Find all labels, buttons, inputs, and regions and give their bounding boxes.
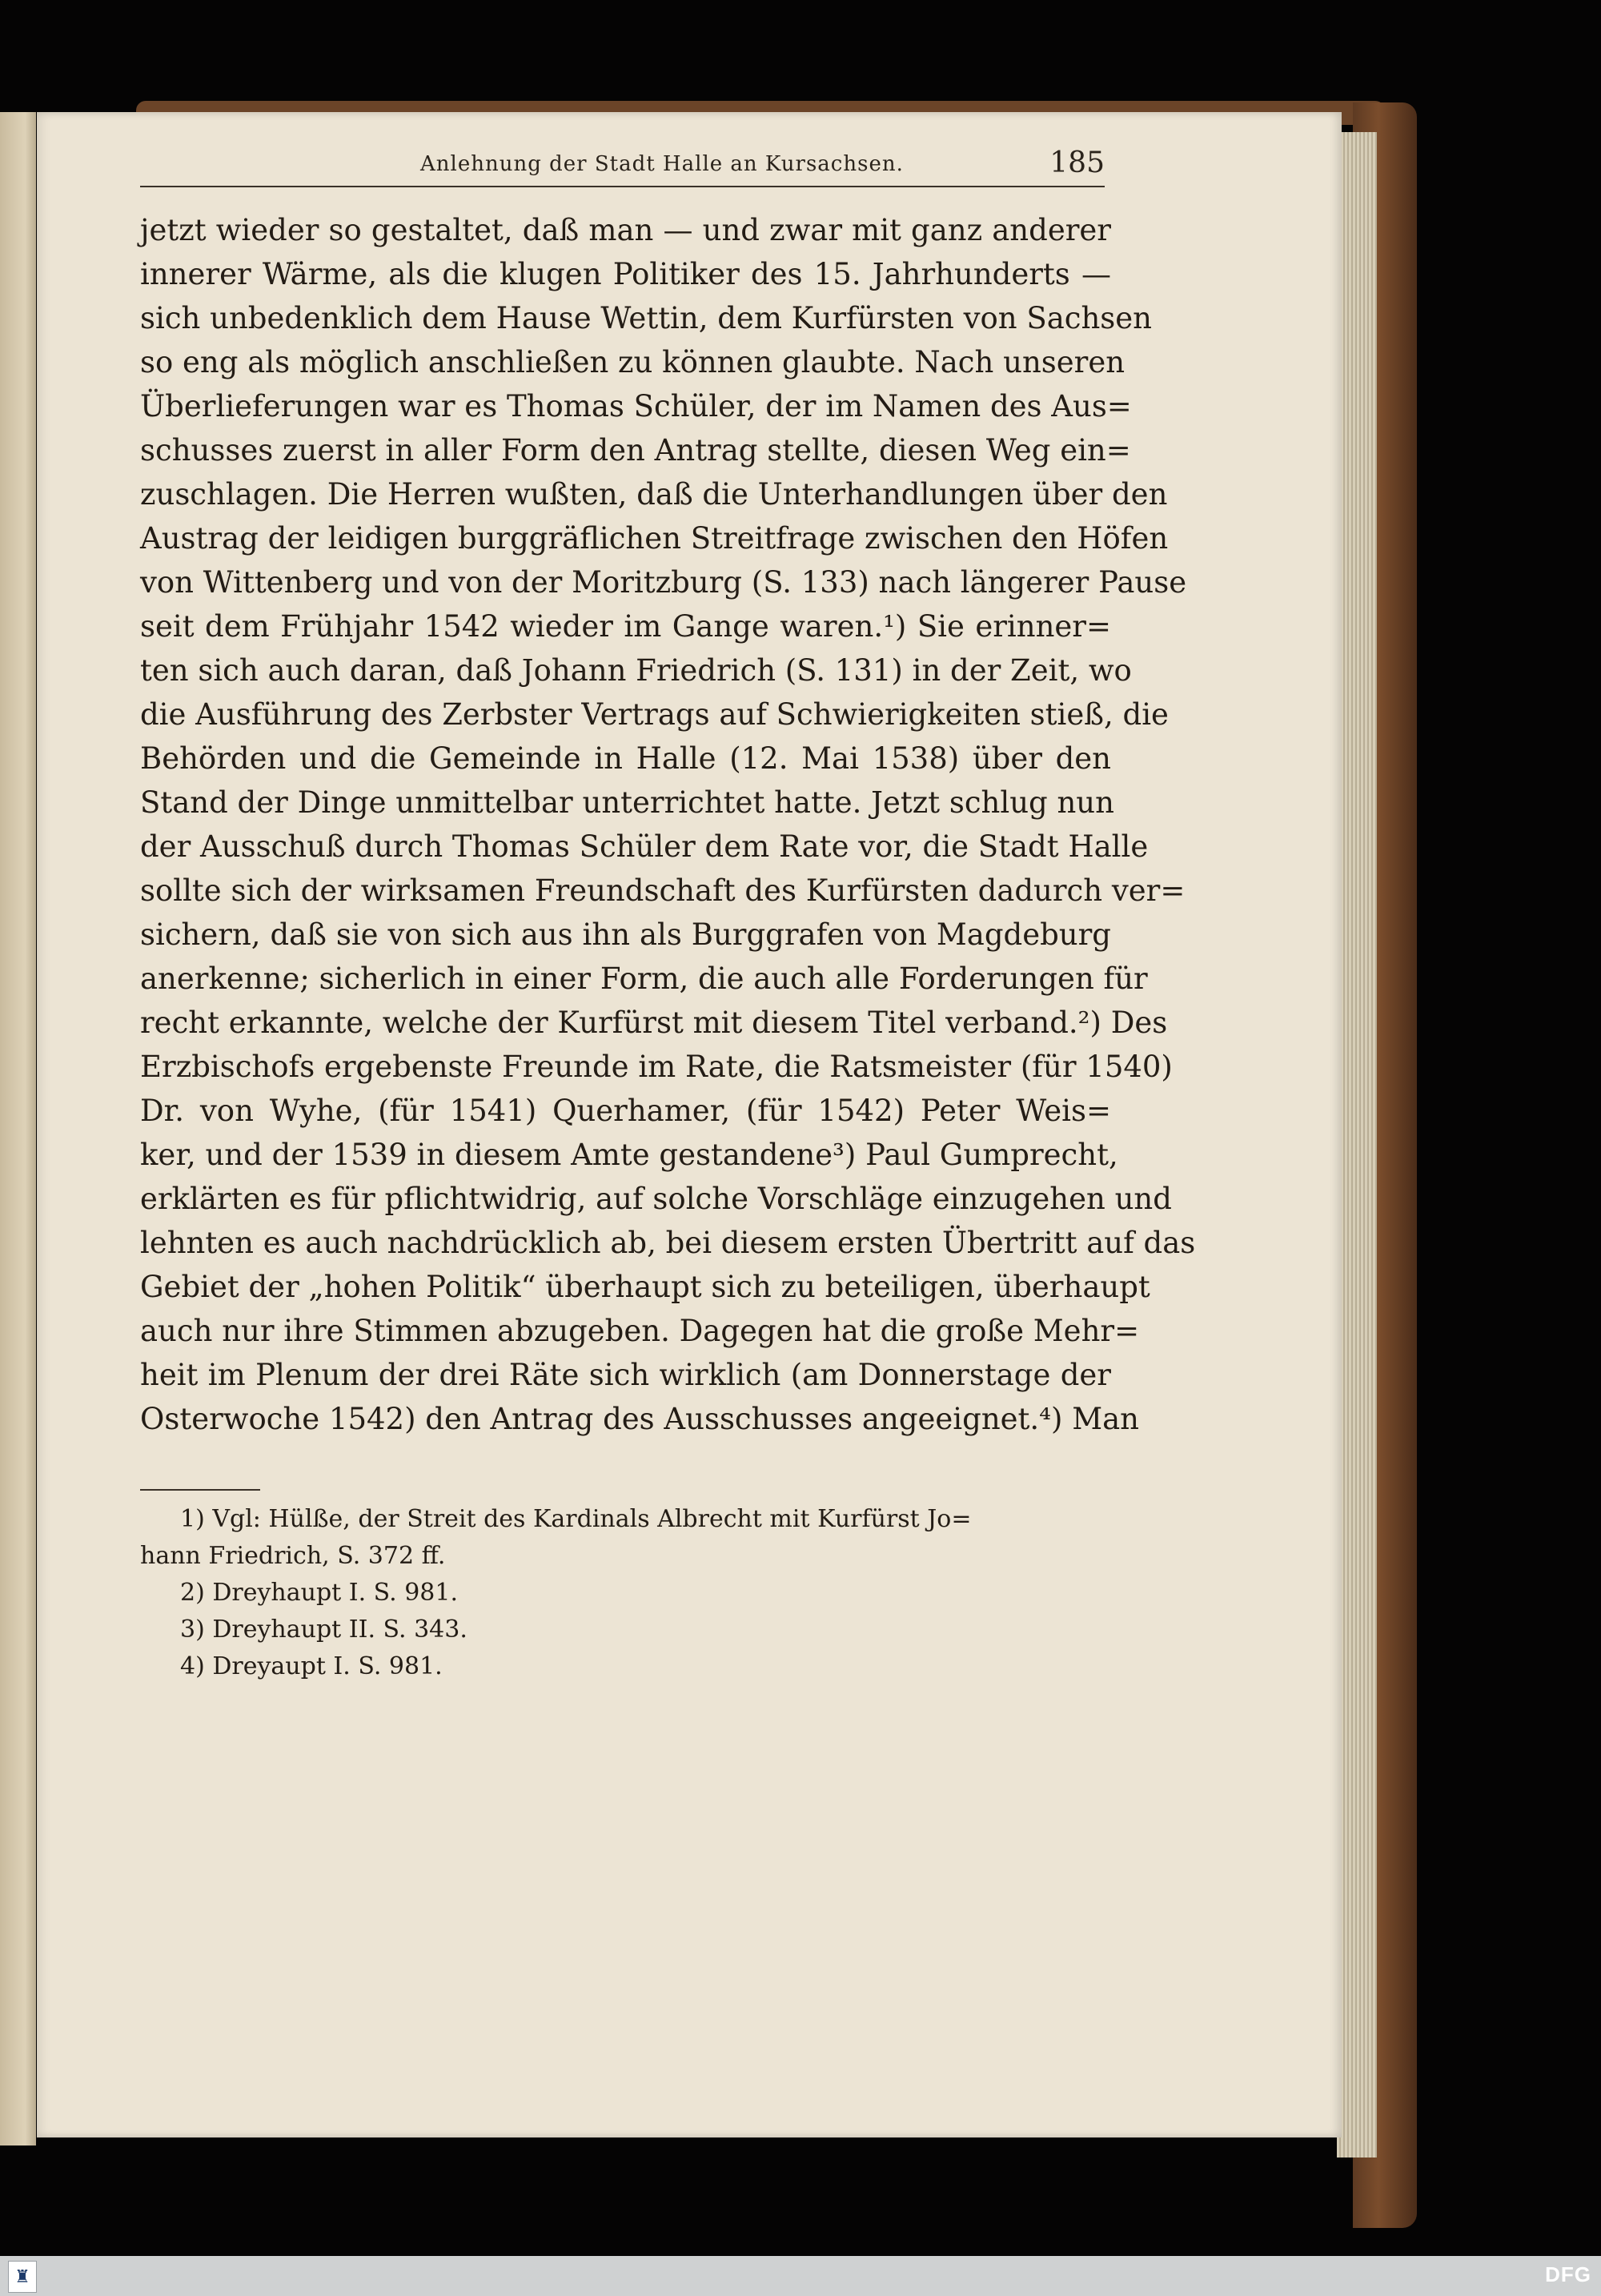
- footnote-1: 1) Vgl: Hülße, der Streit des Kardinals Albrecht mit Kurfürst Jo=: [180, 1505, 972, 1533]
- page-number: 185: [1049, 147, 1105, 179]
- text-line: lehnten es auch nachdrücklich ab, bei diesem ersten Übertritt auf das: [140, 1226, 1196, 1260]
- text-line: sichern, daß sie von sich aus ihn als Burggrafen von Magdeburg: [140, 917, 1111, 952]
- text-line: anerkenne; sicherlich in einer Form, die auch alle Forderungen für: [140, 961, 1148, 996]
- left-page-edge: [0, 112, 36, 2145]
- running-title: Anlehnung der Stadt Halle an Kursachsen.: [420, 152, 904, 176]
- text-line: zuschlagen. Die Herren wußten, daß die Unterhandlungen über den: [140, 477, 1168, 512]
- page-edges: [1337, 132, 1377, 2158]
- text-line: Erzbischofs ergebenste Freunde im Rate, die Ratsmeister (für 1540): [140, 1050, 1173, 1084]
- text-line: Stand der Dinge unmittelbar unterrichtet hatte. Jetzt schlug nun: [140, 785, 1114, 820]
- text-line: ker, und der 1539 in diesem Amte gestandene³) Paul Gumprecht,: [140, 1138, 1118, 1172]
- dfg-logo[interactable]: DFG: [1545, 2262, 1591, 2286]
- text-line: ten sich auch daran, daß Johann Friedrich (S. 131) in der Zeit, wo: [140, 653, 1132, 688]
- page-header: [140, 140, 1105, 188]
- text-line: jetzt wieder so gestaltet, daß man — und zwar mit ganz anderer: [140, 213, 1111, 247]
- text-line: von Wittenberg und von der Moritzburg (S. 133) nach längerer Pause: [140, 565, 1187, 600]
- header-rule: [140, 186, 1105, 187]
- library-crest-icon[interactable]: ♜: [8, 2261, 37, 2293]
- footnote-rule: [140, 1489, 260, 1491]
- body-text: [140, 208, 1196, 1441]
- text-line: heit im Plenum der drei Räte sich wirklich (am Donnerstage der: [140, 1358, 1111, 1392]
- text-line: innerer Wärme, als die klugen Politiker des 15. Jahrhunderts —: [140, 257, 1111, 291]
- text-line: Osterwoche 1542) den Antrag des Ausschusses angeeignet.⁴) Man: [140, 1402, 1139, 1436]
- text-line: sich unbedenklich dem Hause Wettin, dem Kurfürsten von Sachsen: [140, 301, 1153, 335]
- text-line: der Ausschuß durch Thomas Schüler dem Rate vor, die Stadt Halle: [140, 829, 1149, 864]
- text-line: Dr. von Wyhe, (für 1541) Querhamer, (für 1542) Peter Weis=: [140, 1094, 1111, 1128]
- text-line: seit dem Frühjahr 1542 wieder im Gange waren.¹) Sie erinner=: [140, 609, 1111, 644]
- text-line: Gebiet der „hohen Politik“ überhaupt sich zu beteiligen, überhaupt: [140, 1270, 1150, 1304]
- footnote-3: 3) Dreyhaupt II. S. 343.: [180, 1616, 467, 1644]
- footnote-1-continuation: hann Friedrich, S. 372 ff.: [140, 1542, 446, 1570]
- footnote-2: 2) Dreyhaupt I. S. 981.: [180, 1579, 459, 1607]
- text-line: erklärten es für pflichtwidrig, auf solche Vorschläge einzugehen und: [140, 1182, 1172, 1216]
- text-line: so eng als möglich anschließen zu können glaubte. Nach unseren: [140, 345, 1126, 379]
- footnote-4: 4) Dreyaupt I. S. 981.: [180, 1652, 443, 1680]
- text-line: sollte sich der wirksamen Freundschaft des Kurfürsten dadurch ver=: [140, 873, 1186, 908]
- text-line: die Ausführung des Zerbster Vertrags auf Schwierigkeiten stieß, die: [140, 697, 1169, 732]
- text-line: Überlieferungen war es Thomas Schüler, der im Namen des Aus=: [140, 389, 1132, 423]
- footnotes: [140, 1501, 1111, 1685]
- viewer-footer-bar: [0, 2256, 1601, 2296]
- text-line: schusses zuerst in aller Form den Antrag stellte, diesen Weg ein=: [140, 433, 1131, 468]
- text-line: auch nur ihre Stimmen abzugeben. Dagegen hat die große Mehr=: [140, 1314, 1140, 1348]
- text-line: Austrag der leidigen burggräflichen Streitfrage zwischen den Höfen: [140, 521, 1169, 556]
- text-line: Behörden und die Gemeinde in Halle (12. Mai 1538) über den: [140, 741, 1111, 776]
- text-line: recht erkannte, welche der Kurfürst mit diesem Titel verband.²) Des: [140, 1006, 1168, 1040]
